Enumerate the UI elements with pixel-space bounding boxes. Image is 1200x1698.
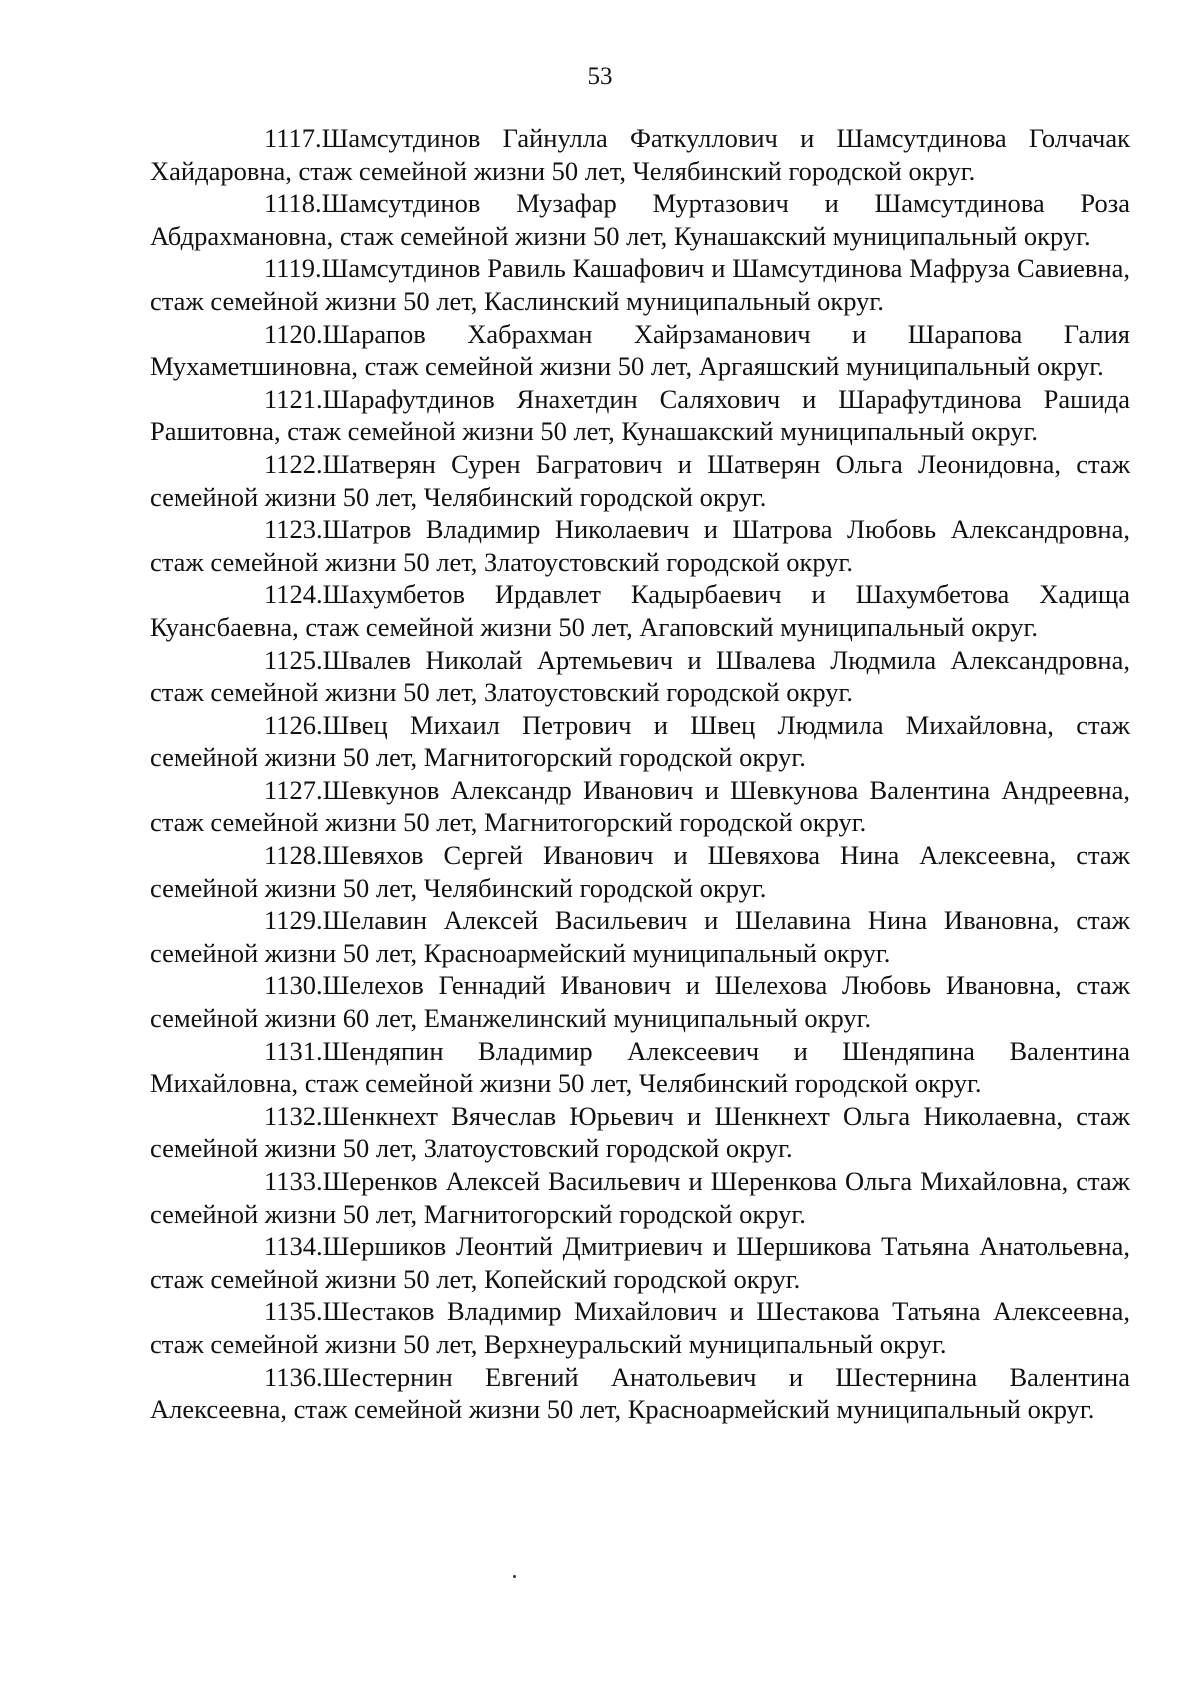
entry-number: 1119. (264, 253, 322, 284)
entry-text: Шевкунов Александр Иванович и Шевкунова Валентина Андреевна, стаж семейной жизни 50 лет, Магнитогорский городской округ. (150, 774, 1130, 838)
list-item (150, 709, 1130, 774)
entry-number: 1122. (264, 448, 323, 479)
entry-text: Шестернин Евгений Анатольевич и Шестернина Валентина Алексеевна, стаж семейной жизни 50 лет, Красноармейский муниципальный округ. (150, 1361, 1130, 1425)
entry-text: Швец Михаил Петрович и Швец Людмила Михайловна, стаж семейной жизни 50 лет, Магнитогорский городской округ. (150, 709, 1130, 773)
entry-text: Шарапов Хабрахман Хайрзаманович и Шарапова Галия Мухаметшиновна, стаж семейной жизни 50 лет, Аргаяшский муниципальный округ. (150, 318, 1130, 382)
entry-text: Шахумбетов Ирдавлет Кадырбаевич и Шахумбетова Хадища Куансбаевна, стаж семейной жизни 50 лет, Агаповский муниципальный округ. (150, 579, 1130, 642)
entry-text: Шамсутдинов Равиль Кашафович и Шамсутдинова Мафруза Савиевна, стаж семейной жизни 50 лет, Каслинский муниципальный округ. (150, 253, 1130, 316)
entry-number: 1120. (264, 318, 323, 349)
entry-number: 1127. (264, 774, 323, 805)
entry-number: 1117. (264, 123, 322, 153)
entry-text: Шатверян Сурен Багратович и Шатверян Ольга Леонидовна, стаж семейной жизни 50 лет, Челябинский городской округ. (150, 448, 1130, 512)
entries-list (150, 122, 1130, 1426)
entry-number: 1126. (264, 709, 323, 740)
list-item (150, 1165, 1130, 1230)
entry-text: Шеренков Алексей Васильевич и Шеренкова Ольга Михайловна, стаж семейной жизни 50 лет, Магнитогорский городской округ. (150, 1166, 1130, 1229)
page-number: 53 (587, 63, 613, 90)
entry-text: Шелавин Алексей Васильевич и Шелавина Нина Ивановна, стаж семейной жизни 50 лет, Красноармейский муниципальный округ. (150, 905, 1130, 968)
entry-number: 1130. (264, 970, 323, 1001)
entry-number: 1135. (264, 1296, 323, 1327)
entry-text: Шамсутдинов Музафар Муртазович и Шамсутдинова Роза Абдрахмановна, стаж семейной жизни 50 лет, Кунашакский муниципальный округ. (150, 188, 1130, 251)
entry-number: 1128. (264, 840, 323, 871)
entry-text: Шестаков Владимир Михайлович и Шестакова Татьяна Алексеевна, стаж семейной жизни 50 лет, Верхнеуральский муниципальный округ. (150, 1296, 1130, 1359)
entry-number: 1123. (264, 514, 323, 545)
list-item (150, 839, 1130, 904)
list-item (150, 513, 1130, 578)
list-item (150, 187, 1130, 252)
entry-text: Шершиков Леонтий Дмитриевич и Шершикова Татьяна Анатольевна, стаж семейной жизни 50 лет, Копейский городской округ. (150, 1231, 1130, 1294)
list-item (150, 1295, 1130, 1360)
entry-text: Шенкнехт Вячеслав Юрьевич и Шенкнехт Ольга Николаевна, стаж семейной жизни 50 лет, Златоустовский городской округ. (150, 1100, 1130, 1164)
list-item (150, 578, 1130, 643)
entry-number: 1125. (264, 644, 323, 675)
list-item (150, 1035, 1130, 1100)
list-item (150, 644, 1130, 709)
entry-text: Шендяпин Владимир Алексеевич и Шендяпина Валентина Михайловна, стаж семейной жизни 50 лет, Челябинский городской округ. (150, 1035, 1130, 1099)
list-item (150, 904, 1130, 969)
entry-text: Шатров Владимир Николаевич и Шатрова Любовь Александровна, стаж семейной жизни 50 лет, Златоустовский городской округ. (150, 514, 1130, 577)
list-item (150, 252, 1130, 317)
entry-text: Шевяхов Сергей Иванович и Шевяхова Нина Алексеевна, стаж семейной жизни 50 лет, Челябинский городской округ. (150, 840, 1130, 903)
scan-dot (513, 1575, 516, 1578)
entry-number: 1132. (264, 1100, 323, 1131)
entry-number: 1129. (264, 905, 323, 936)
list-item (150, 1100, 1130, 1165)
list-item (150, 774, 1130, 839)
entry-number: 1118. (264, 188, 322, 219)
entry-number: 1131. (264, 1035, 323, 1066)
list-item (150, 122, 1130, 187)
list-item (150, 318, 1130, 383)
list-item (150, 448, 1130, 513)
entry-number: 1121. (264, 383, 323, 414)
list-item (150, 383, 1130, 448)
entry-number: 1134. (264, 1231, 323, 1262)
list-item (150, 969, 1130, 1034)
list-item (150, 1230, 1130, 1295)
entry-text: Шамсутдинов Гайнулла Фаткуллович и Шамсутдинова Голчачак Хайдаровна, стаж семейной жизни 50 лет, Челябинский городской округ. (150, 123, 1130, 186)
entry-number: 1136. (264, 1361, 323, 1392)
entry-text: Шарафутдинов Янахетдин Саляхович и Шарафутдинова Рашида Рашитовна, стаж семейной жизни 50 лет, Кунашакский муниципальный округ. (150, 383, 1130, 447)
entry-number: 1133. (264, 1166, 323, 1196)
entry-text: Швалев Николай Артемьевич и Швалева Людмила Александровна, стаж семейной жизни 50 лет, Златоустовский городской округ. (150, 644, 1130, 708)
entry-text: Шелехов Геннадий Иванович и Шелехова Любовь Ивановна, стаж семейной жизни 60 лет, Еманжелинский муниципальный округ. (150, 970, 1130, 1034)
entry-number: 1124. (264, 579, 323, 610)
list-item (150, 1361, 1130, 1426)
